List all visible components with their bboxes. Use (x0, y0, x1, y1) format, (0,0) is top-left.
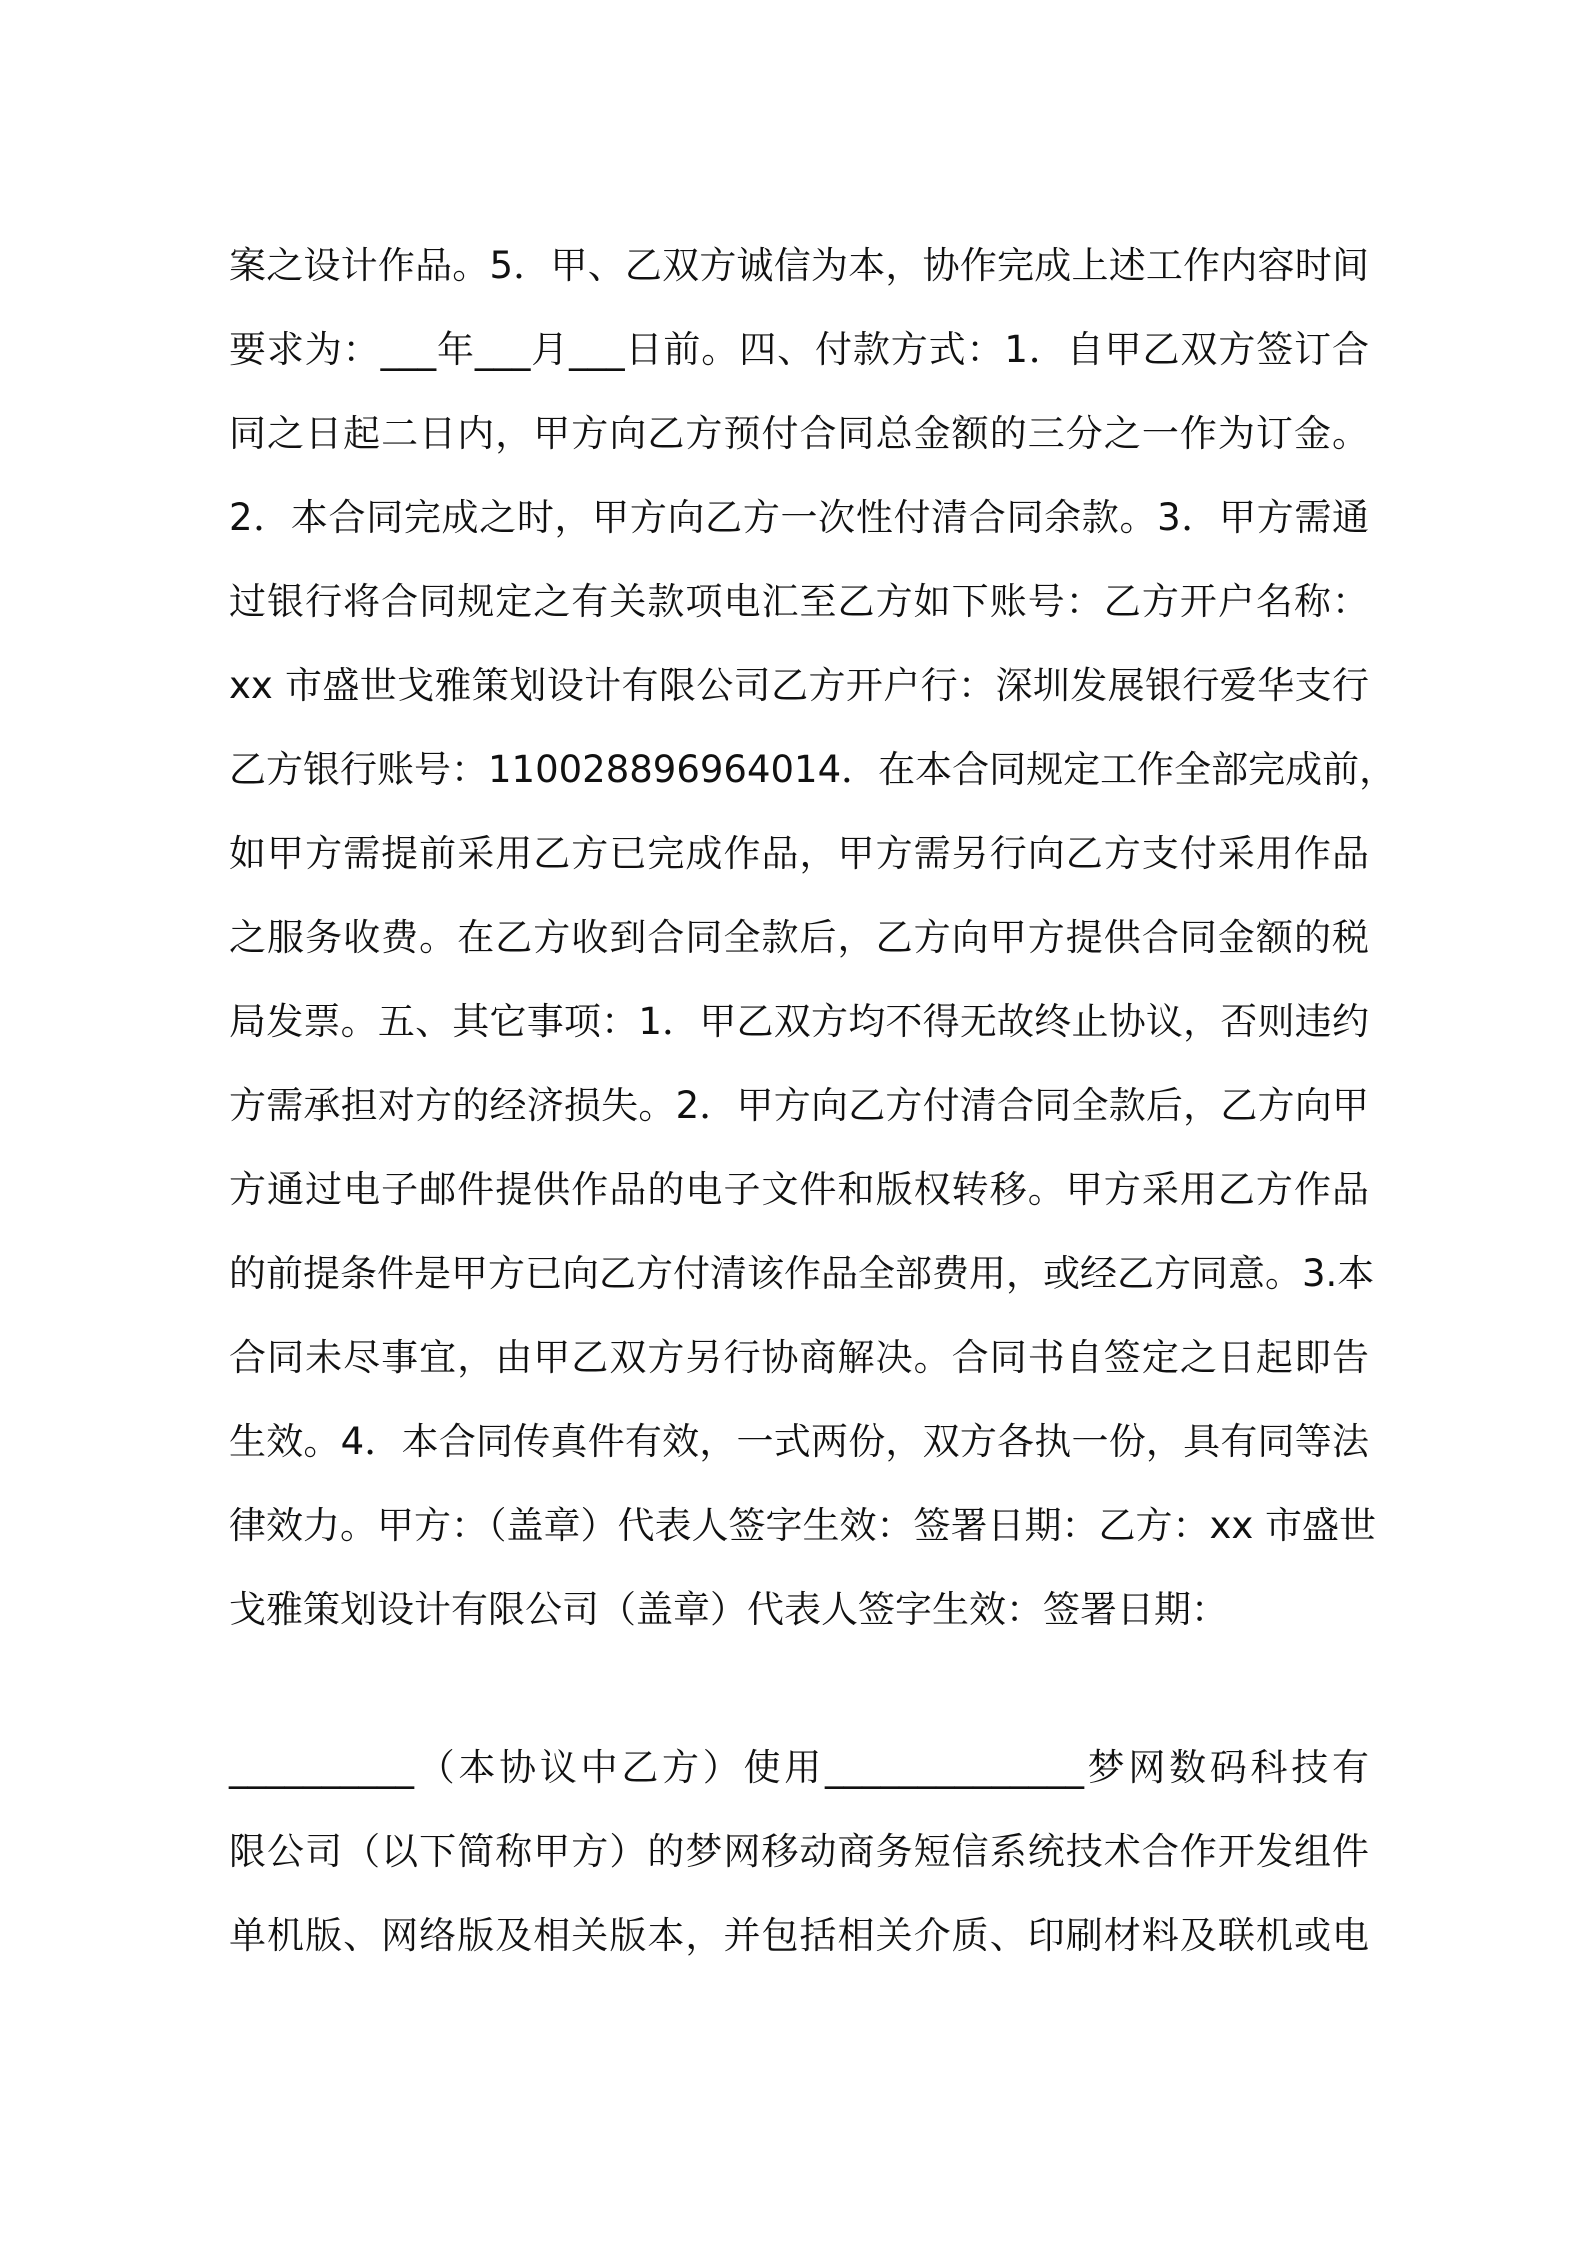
text-line: 律效力。甲方：（盖章）代表人签字生效：签署日期：乙方：xx 市盛世 (229, 1504, 1377, 1547)
text-line: 案之设计作品。5．甲、乙双方诚信为本，协作完成上述工作内容时间 (229, 244, 1369, 287)
text-line: 局发票。五、其它事项：1．甲乙双方均不得无故终止协议，否则违约 (229, 1000, 1369, 1043)
text-line: 2．本合同完成之时，甲方向乙方一次性付清合同余款。3．甲方需通 (229, 496, 1369, 539)
text-line: 的前提条件是甲方已向乙方付清该作品全部费用，或经乙方同意。3.本 (229, 1252, 1375, 1295)
text-line: __________（本协议中乙方）使用______________梦网数码科技有 (229, 1746, 1369, 1789)
text-line: 方通过电子邮件提供作品的电子文件和版权转移。甲方采用乙方作品 (229, 1168, 1369, 1211)
text-line: 合同未尽事宜，由甲乙双方另行协商解决。合同书自签定之日起即告 (229, 1336, 1369, 1379)
text-line: 要求为：___年___月___日前。四、付款方式：1．自甲乙双方签订合 (229, 328, 1369, 371)
text-line: 如甲方需提前采用乙方已完成作品，甲方需另行向乙方支付采用作品 (229, 832, 1369, 875)
text-line: 生效。4．本合同传真件有效，一式两份，双方各执一份，具有同等法 (229, 1420, 1369, 1463)
text-line: 乙方银行账号：110028896964014．在本合同规定工作全部完成前， (229, 748, 1397, 791)
text-line: 单机版、网络版及相关版本，并包括相关介质、印刷材料及联机或电 (229, 1914, 1369, 1957)
text-line: 同之日起二日内，甲方向乙方预付合同总金额的三分之一作为订金。 (229, 412, 1369, 455)
text-line: xx 市盛世戈雅策划设计有限公司乙方开户行：深圳发展银行爱华支行 (229, 664, 1369, 707)
text-line: 之服务收费。在乙方收到合同全款后，乙方向甲方提供合同金额的税 (229, 916, 1369, 959)
text-line: 限公司（以下简称甲方）的梦网移动商务短信系统技术合作开发组件 (229, 1830, 1369, 1873)
text-line: 方需承担对方的经济损失。2．甲方向乙方付清合同全款后，乙方向甲 (229, 1084, 1369, 1127)
text-line: 过银行将合同规定之有关款项电汇至乙方如下账号：乙方开户名称： (229, 580, 1369, 623)
contract-text-block-1 (229, 224, 1397, 1652)
text-line: 戈雅策划设计有限公司（盖章）代表人签字生效：签署日期： (229, 1588, 1228, 1631)
contract-text-block-2 (229, 1726, 1369, 1978)
